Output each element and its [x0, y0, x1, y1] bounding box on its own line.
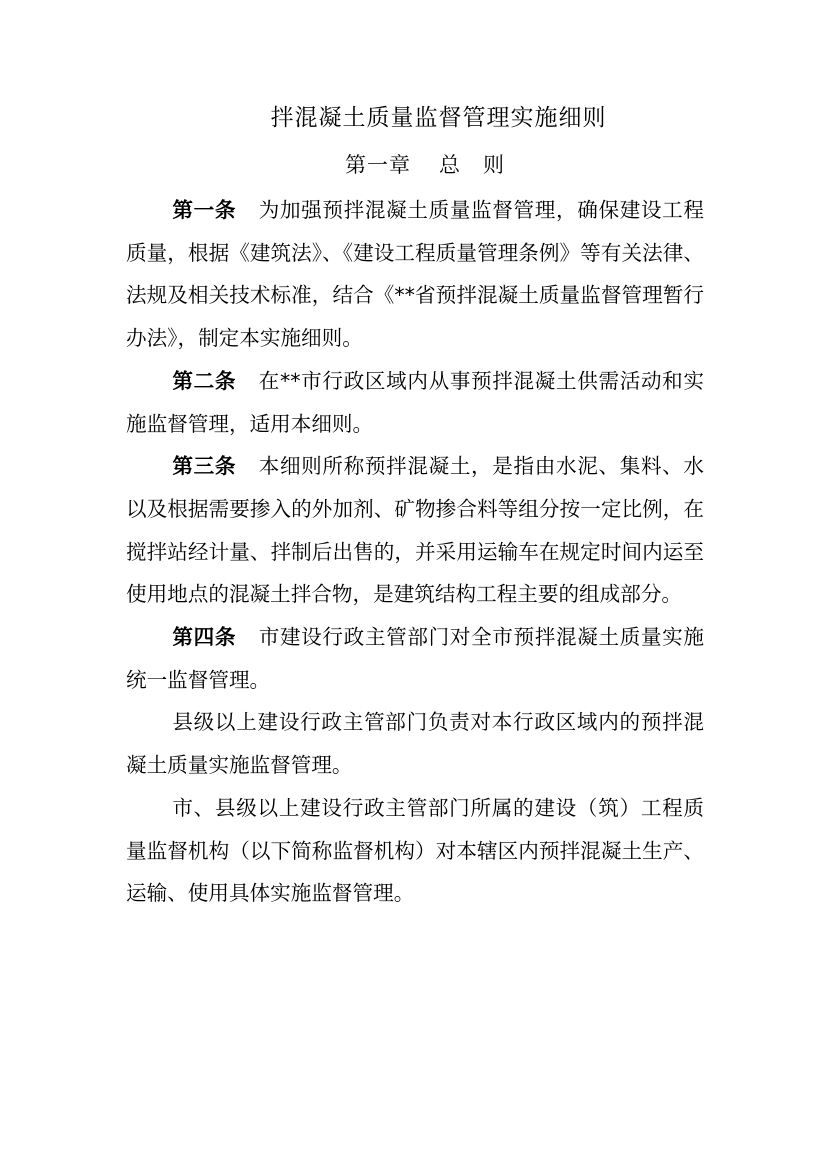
article-paragraph-1: [126, 189, 704, 360]
article-label: 第二条: [172, 368, 237, 393]
article-label: 第四条: [172, 625, 237, 650]
chapter-heading: [0, 147, 827, 183]
article-paragraph-4: [126, 616, 704, 701]
document-body: [126, 189, 704, 915]
paragraph-text: 市、县级以上建设行政主管部门所属的建设（筑）工程质量监督机构（以下简称监督机构）对本辖区内预拌混凝土生产、运输、使用具体实施监督管理。: [126, 795, 704, 906]
article-text: 为加强预拌混凝土质量监督管理，确保建设工程质量，根据《建筑法》、《建设工程质量管理条例》等有关法律、法规及相关技术标准，结合《**省预拌混凝土质量监督管理暂行办法》，制定本实施细则。: [126, 198, 705, 351]
body-paragraph-6: [126, 787, 704, 915]
paragraph-text: 县级以上建设行政主管部门负责对本行政区域内的预拌混凝土质量实施监督管理。: [126, 710, 704, 778]
article-label: 第一条: [172, 198, 237, 222]
body-paragraph-5: [126, 701, 704, 786]
article-label: 第三条: [172, 454, 237, 479]
article-text: 在**市行政区域内从事预拌混凝土供需活动和实施监督管理，适用本细则。: [126, 368, 705, 436]
chapter-number: 第一章: [345, 153, 411, 177]
article-text: 市建设行政主管部门对全市预拌混凝土质量实施统一监督管理。: [126, 625, 705, 692]
document-title: 拌混凝土质量监督管理实施细则: [270, 105, 607, 131]
article-paragraph-3: [126, 445, 704, 616]
chapter-name: 总 则: [439, 153, 505, 177]
article-text: 本细则所称预拌混凝土，是指由水泥、集料、水以及根据需要掺入的外加剂、矿物掺合料等组分按一定比例，在搅拌站经计量、拌制后出售的，并采用运输车在规定时间内运至使用地点的混凝土拌合物，是建筑结构工程主要的组成部分。: [126, 454, 705, 607]
article-paragraph-2: [126, 360, 704, 445]
